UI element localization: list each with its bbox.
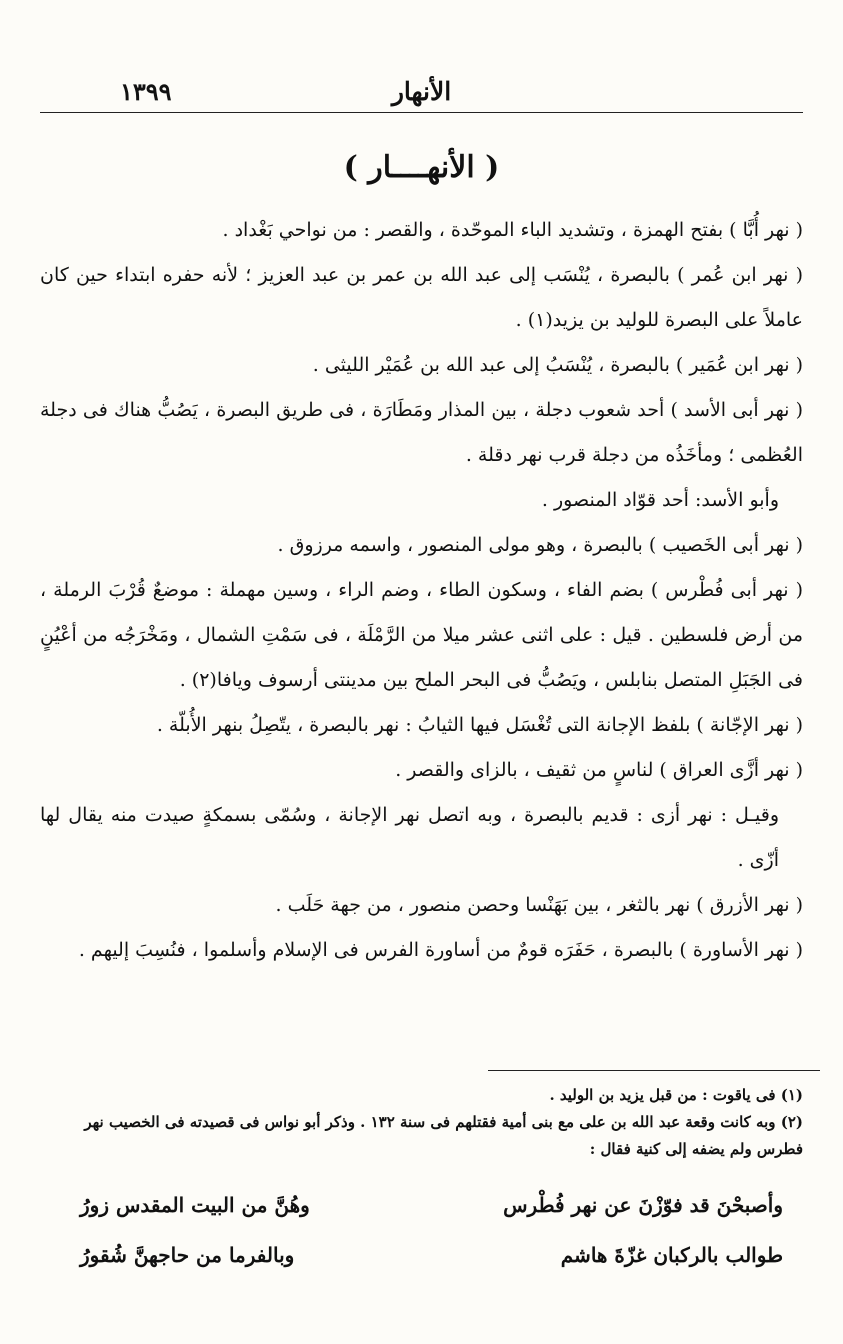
- page-number: ١٣٩٩: [120, 77, 172, 106]
- entry-nahr-ubba: ( نهر أُبَّا ) بفتح الهمزة ، وتشديد الباء الموحّدة ، والقصر : من نواحي بَغْداد .: [222, 219, 803, 241]
- footnote-2: (٢) وبه كانت وقعة عبد الله بن على مع بنى أمية فقتلهم فى سنة ١٣٢ . وذكر أبو نواس فى قصيدته فى الخصيب نهر فطرس ولم يضفه إلى كنية فقال :: [84, 1113, 803, 1158]
- entry-nahr-abi-futrus: ( نهر أبى فُطْرس ) بضم الفاء ، وسكون الطاء ، وضم الراء ، وسين مهملة : موضعٌ قُرْبَ الرملة ، من أرض فلسطين . قيل : على اثنى عشر ميلا من الرَّمْلَة ، فى سَمْتِ الشمال ، ومَخْرَجُه من أعْيُنٍ فى الجَبَلِ المتصل بنابلس ، ويَصُبُّ فى البحر الملح بين مدينتى أرسوف ويافا(٢) .: [40, 579, 804, 691]
- footnotes: [40, 1082, 803, 1163]
- footnote-1: (١) فى ياقوت : من قبل يزيد بن الوليد .: [549, 1086, 803, 1104]
- verse-1-first-hemistich: وأصبحْنَ قد فوّزْنَ عن نهر فُطْرس: [503, 1193, 783, 1217]
- entry-nahr-al-ijjana: ( نهر الإجّانة ) بلفظ الإجانة التى تُغْسَل فيها الثيابُ : نهر بالبصرة ، يتّصِلُ بنهر الأُبلّة .: [156, 714, 803, 736]
- footnote-divider: [488, 1070, 820, 1071]
- verse-line-1: [80, 1180, 783, 1230]
- entry-nahr-ibn-umar: ( نهر ابن عُمر ) بالبصرة ، يُنْسَب إلى عبد الله بن عمر بن عبد العزيز ؛ لأنه حفره ابتداء حين كان عاملاً على البصرة للوليد بن يزيد(١) .: [40, 264, 803, 331]
- entry-nahr-al-azraq: ( نهر الأزرق ) نهر بالثغر ، بين بَهَنْسا وحصن منصور ، من جهة حَلَب .: [275, 894, 803, 916]
- entry-nahr-ibn-umayr: ( نهر ابن عُمَير ) بالبصرة ، يُنْسَبُ إلى عبد الله بن عُمَيْر الليثى .: [312, 354, 803, 376]
- body-text: [40, 208, 803, 973]
- note-abu-al-asad: وأبو الأسد: أحد قوّاد المنصور .: [541, 489, 779, 511]
- entry-nahr-al-asawira: ( نهر الأساورة ) بالبصرة ، حَفَرَه قومٌ من أساورة الفرس فى الإسلام وأسلموا ، فنُسِبَ إليهم .: [78, 939, 803, 961]
- page-header: [40, 68, 803, 113]
- section-title: ( الأنهــــار ): [343, 150, 500, 185]
- verse-1-second-hemistich: وهُنَّ من البيت المقدس زورُ: [80, 1193, 310, 1217]
- entry-nahr-abi-al-khasib: ( نهر أبى الخَصيب ) بالبصرة ، وهو مولى المنصور ، واسمه مرزوق .: [277, 534, 803, 556]
- entry-nahr-abi-al-asad: ( نهر أبى الأسد ) أحد شعوب دجلة ، بين المذار ومَطَارَة ، فى طريق البصرة ، يَصُبُّ هناك فى دجلة العُظمى ؛ ومأخَذُه من دجلة قرب نهر دقلة .: [40, 399, 803, 466]
- entry-nahr-azza-al-iraq: ( نهر أزَّى العراق ) لناسٍ من ثقيف ، بالزاى والقصر .: [395, 759, 803, 781]
- verse-2-first-hemistich: طوالب بالركبان غزّةَ هاشم: [560, 1243, 783, 1267]
- running-title: الأنهار: [391, 77, 452, 106]
- note-nahr-azza: وقيـل : نهر أزى : قديم بالبصرة ، وبه اتصل نهر الإجانة ، وسُمّى بسمكةٍ صيدت منه يقال لها أزّى .: [40, 804, 779, 871]
- poem-verse: [80, 1180, 783, 1280]
- verse-line-2: [80, 1230, 783, 1280]
- verse-2-second-hemistich: وبالفرما من حاجهنَّ شُقورُ: [80, 1243, 295, 1267]
